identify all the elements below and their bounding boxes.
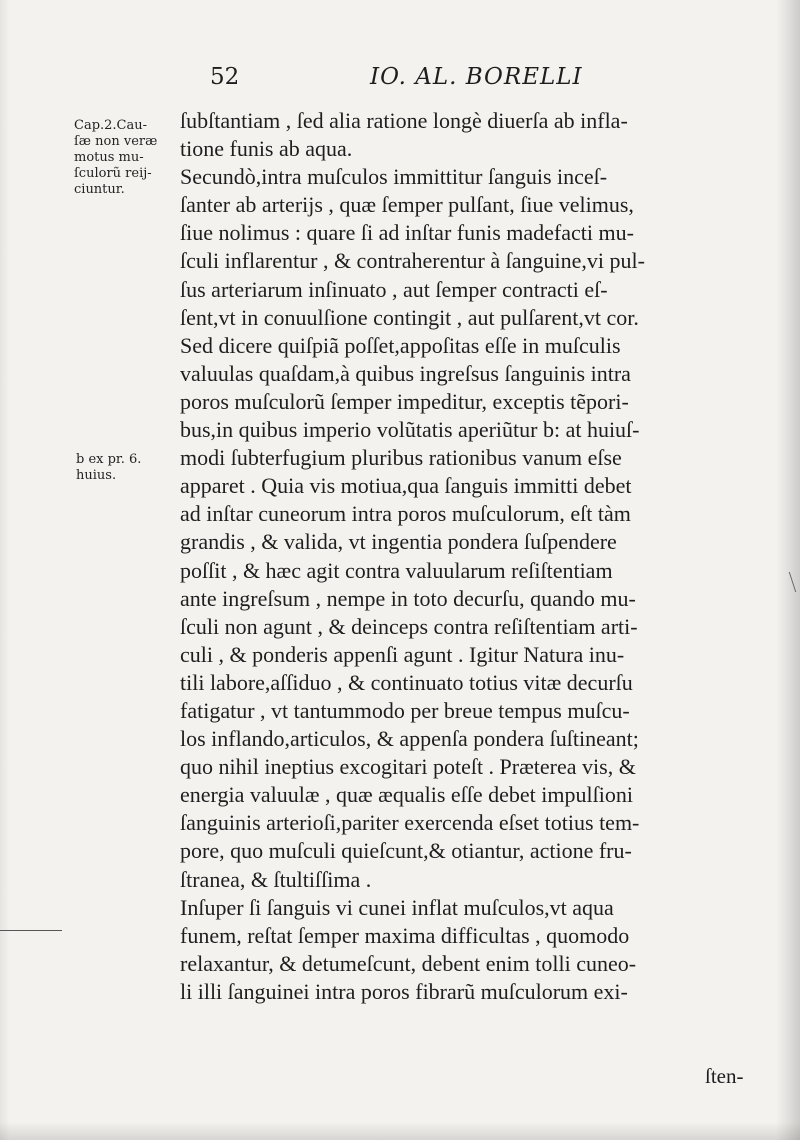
- text-line: poſſit , & hæc agit contra valuularum reſiſtentiam: [180, 557, 613, 583]
- page-edge-shadow: [776, 0, 800, 1140]
- text-line: Secundò,intra muſculos immittitur ſanguis inceſ-: [180, 164, 608, 190]
- margin-note-line: ſculorũ reij-: [74, 166, 152, 181]
- margin-note-line: motus mu-: [74, 150, 144, 165]
- margin-note-line: ſæ non veræ: [74, 134, 158, 149]
- text-line: ſanter ab arterijs , quæ ſemper pulſant, ſiue velimus,: [180, 192, 634, 218]
- text-line: energia valuulæ , quæ æqualis eſſe debet impulſioni: [180, 782, 633, 808]
- text-line: Inſuper ſi ſanguis vi cunei inflat muſculos,vt aqua: [180, 894, 614, 920]
- text-line: modi ſubterfugium pluribus rationibus vanum eſse: [180, 445, 622, 471]
- body-text: [180, 107, 770, 1006]
- text-line: ſus arteriarum inſinuato , aut ſemper contracti eſ-: [180, 276, 608, 302]
- text-line: grandis , & valida, vt ingentia pondera ſuſpendere: [180, 529, 617, 555]
- text-line: ſiue nolimus : quare ſi ad inſtar funis madefacti mu-: [180, 220, 634, 246]
- text-line: Sed dicere quiſpiã poſſet,appoſitas eſſe in muſculis: [180, 332, 621, 358]
- margin-note-line: huius.: [76, 468, 117, 483]
- text-line: ſculi inflarentur , & contraherentur à ſanguine,vi pul-: [180, 248, 645, 274]
- text-line: poros muſculorũ ſemper impeditur, exceptis tẽpori-: [180, 388, 629, 414]
- text-line: culi , & ponderis appenſi agunt . Igitur Natura inu-: [180, 641, 625, 667]
- text-line: tione funis ab aqua.: [180, 136, 353, 162]
- page-gutter-shadow: [0, 0, 10, 1140]
- page-number: 52: [210, 64, 240, 90]
- text-line: pore, quo muſculi quieſcunt,& otiantur, actione fru-: [180, 838, 632, 864]
- text-line: valuulas quaſdam,à quibus ingreſsus ſanguinis intra: [180, 360, 631, 386]
- page-bottom-shadow: [0, 1122, 800, 1140]
- text-line: ſtranea, & ſtultiſſima .: [180, 866, 372, 892]
- text-line: tili labore,aſſiduo , & continuato totius vitæ decurſu: [180, 669, 633, 695]
- text-line: ad inſtar cuneorum intra poros muſculorum, eſt tàm: [180, 501, 631, 527]
- text-line: li illi ſanguinei intra poros fibrarũ muſculorum exi-: [180, 978, 628, 1004]
- margin-note-line: Cap.2.Cau-: [74, 118, 148, 133]
- text-line: relaxantur, & detumeſcunt, debent enim tolli cuneo-: [180, 950, 637, 976]
- margin-rule: [0, 930, 62, 931]
- margin-note-line: b ex pr. 6.: [76, 452, 142, 467]
- text-line: los inflando,articulos, & appenſa pondera ſuſtineant;: [180, 726, 639, 752]
- text-line: funem, reſtat ſemper maxima difficultas , quomodo: [180, 922, 630, 948]
- page-header: [210, 64, 610, 94]
- running-head: IO. AL. BORELLI: [370, 64, 583, 90]
- text-line: ſculi non agunt , & deinceps contra reſiſtentiam arti-: [180, 613, 638, 639]
- margin-note-line: ciuntur.: [74, 182, 125, 197]
- text-line: ante ingreſsum , nempe in toto decurſu, quando mu-: [180, 585, 636, 611]
- margin-note-chapter: [74, 118, 174, 198]
- text-line: apparet . Quia vis motiua,qua ſanguis immitti debet: [180, 473, 632, 499]
- text-line: ſubſtantiam , ſed alia ratione longè diuerſa ab infla-: [180, 108, 628, 133]
- text-line: quo nihil ineptius excogitari poteſt . Præterea vis, &: [180, 754, 636, 780]
- margin-note-reference: [76, 452, 176, 484]
- catchword: ſten-: [705, 1064, 744, 1088]
- text-line: bus,in quibus imperio volũtatis aperiũtur b: at huiuſ-: [180, 417, 640, 443]
- text-line: ſanguinis arterioſi,pariter exercenda eſset totius tem-: [180, 810, 640, 836]
- text-line: ſent,vt in conuulſione contingit , aut pulſarent,vt cor.: [180, 304, 639, 330]
- text-line: fatigatur , vt tantummodo per breue tempus muſcu-: [180, 697, 630, 723]
